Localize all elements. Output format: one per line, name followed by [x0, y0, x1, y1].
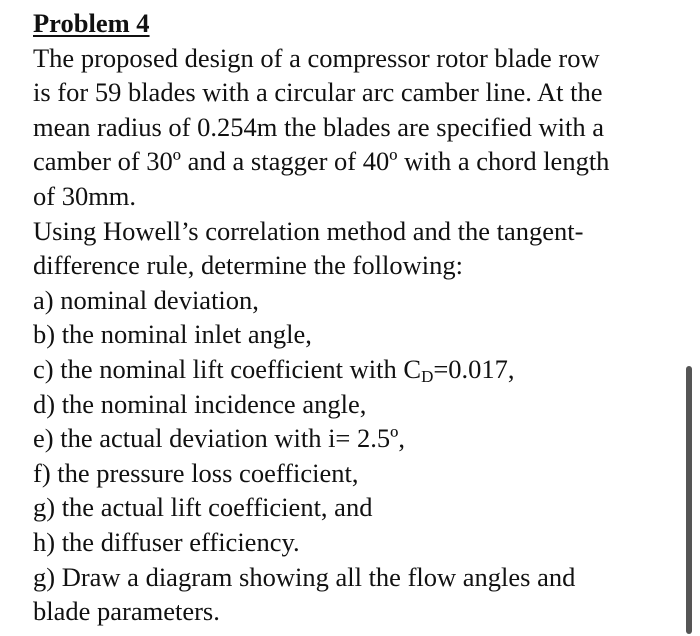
task-item-diagram-cont: blade parameters. [33, 596, 220, 627]
task-item-h: h) the diffuser efficiency. [33, 526, 300, 557]
problem-instruction [33, 214, 683, 283]
task-item-e: e) the actual deviation with i= 2.5º, [33, 423, 405, 454]
intro-line: mean radius of 0.254m the blades are specified with a [33, 111, 605, 142]
task-item-c-value: =0.017, [433, 353, 515, 384]
task-item-a: a) nominal deviation, [33, 284, 259, 315]
intro-line: camber of 30º and a stagger of 40º with a chord length [33, 146, 610, 177]
task-item-diagram: g) Draw a diagram showing all the flow angles and [33, 561, 576, 592]
task-item-c [33, 352, 683, 387]
problem-title: Problem 4 [33, 8, 150, 38]
task-item-d: d) the nominal incidence angle, [33, 388, 367, 419]
task-item-c-text: c) the nominal lift coefficient with C [33, 353, 422, 384]
drag-coefficient-subscript: D [421, 366, 434, 386]
intro-line: is for 59 blades with a circular arc camber line. At the [33, 77, 603, 108]
instruction-line: difference rule, determine the following: [33, 250, 463, 281]
instruction-line: Using Howell’s correlation method and the tangent- [33, 215, 584, 246]
task-item-f: f) the pressure loss coefficient, [33, 457, 359, 488]
task-list [33, 283, 683, 629]
vertical-scrollbar-thumb[interactable] [686, 366, 692, 634]
intro-line: The proposed design of a compressor rotor blade row [33, 42, 600, 73]
task-item-g: g) the actual lift coefficient, and [33, 492, 373, 523]
problem-document [33, 6, 683, 629]
task-item-b: b) the nominal inlet angle, [33, 319, 312, 350]
problem-intro [33, 41, 683, 214]
intro-line: of 30mm. [33, 180, 137, 211]
